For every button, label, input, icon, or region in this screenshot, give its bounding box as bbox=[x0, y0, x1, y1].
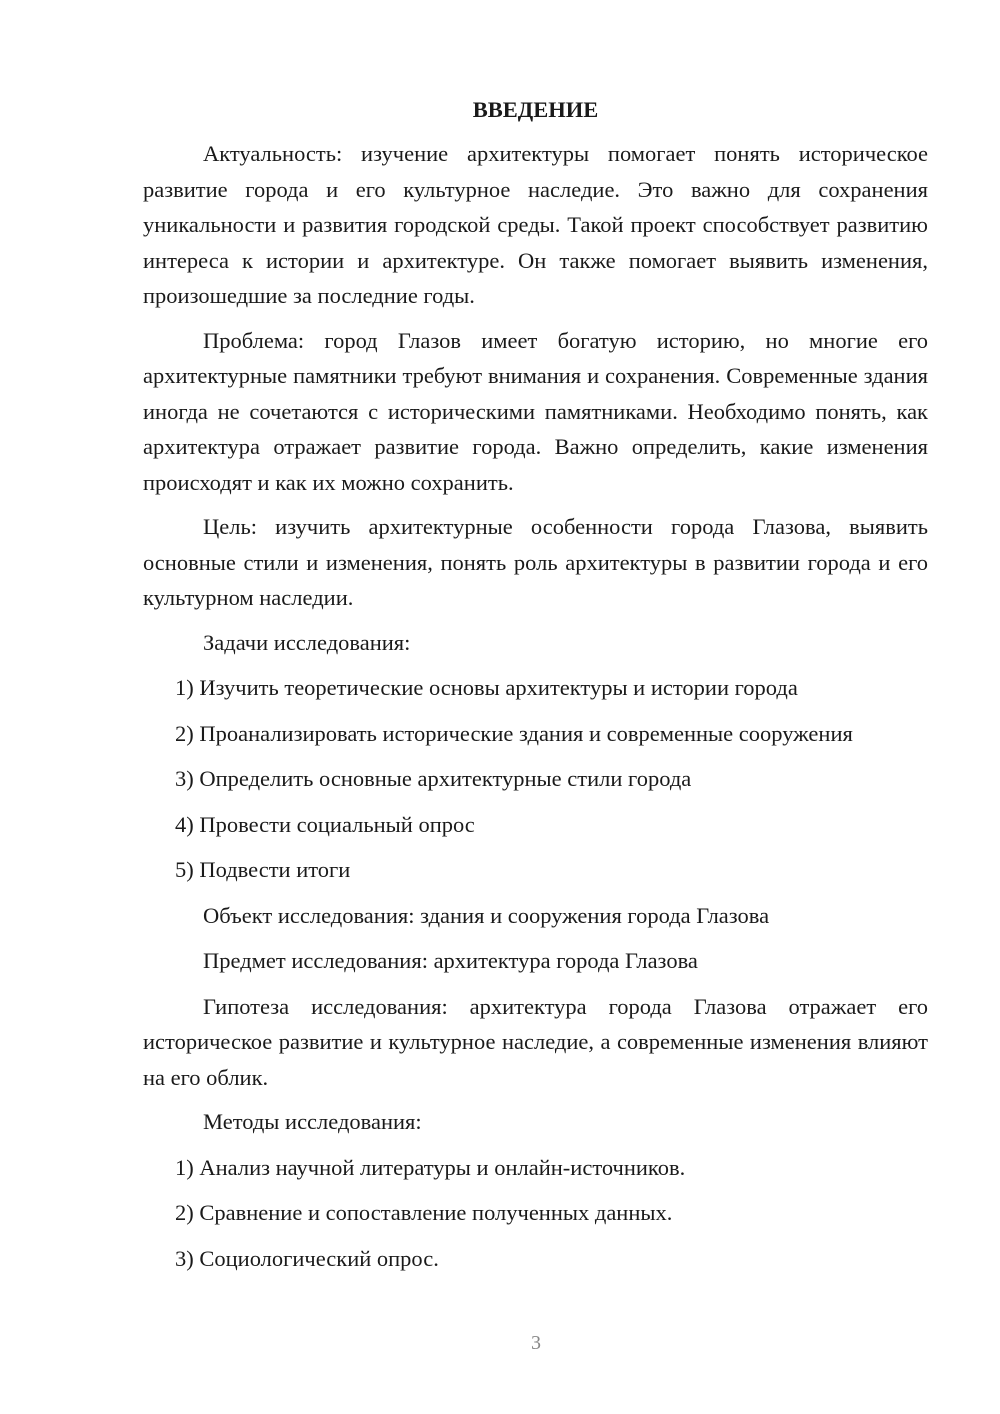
subject-line: Предмет исследования: архитектура города Глазова bbox=[203, 948, 698, 973]
page-number: 3 bbox=[531, 1332, 541, 1354]
page-content bbox=[143, 92, 928, 1286]
methods-list bbox=[143, 1150, 928, 1277]
methods-heading: Методы исследования: bbox=[203, 1109, 422, 1134]
list-item: 2) Сравнение и сопоставление полученных данных. bbox=[175, 1200, 673, 1225]
problem-paragraph: Проблема: город Глазов имеет богатую историю, но многие его архитектурные памятники требуют внимания и сохранения. Современные здания иногда не сочетаются с историческими памятниками. Необходимо понять, как архитектура отражает развитие города. Важно определить, какие изменения происходят и как их можно сохранить. bbox=[143, 327, 928, 495]
list-item: 1) Анализ научной литературы и онлайн-источников. bbox=[175, 1154, 686, 1180]
list-item: 3) Определить основные архитектурные стили города bbox=[175, 766, 692, 791]
list-item: 1) Изучить теоретические основы архитектуры и истории города bbox=[175, 675, 798, 700]
goal-paragraph: Цель: изучить архитектурные особенности города Глазова, выявить основные стили и изменения, понять роль архитектуры в развитии города и его культурном наследии. bbox=[143, 514, 928, 610]
list-item: 5) Подвести итоги bbox=[175, 857, 351, 882]
tasks-list bbox=[143, 670, 928, 888]
object-line: Объект исследования: здания и сооружения города Глазова bbox=[203, 902, 770, 928]
list-item: 3) Социологический опрос. bbox=[175, 1245, 439, 1271]
relevance-paragraph: Актуальность: изучение архитектуры помогает понять историческое развитие города и его культурное наследие. Это важно для сохранения уникальности и развития городской среды. Такой проект способствует развитию интереса к истории и архитектуре. Он также помогает выявить изменения, произошедшие за последние годы. bbox=[143, 141, 928, 308]
hypothesis-paragraph: Гипотеза исследования: архитектура города Глазова отражает его историческое развитие и культурное наследие, а современные изменения влияют на его облик. bbox=[143, 993, 928, 1090]
list-item: 4) Провести социальный опрос bbox=[175, 811, 475, 837]
tasks-heading: Задачи исследования: bbox=[203, 629, 411, 655]
section-heading: ВВЕДЕНИЕ bbox=[472, 97, 599, 122]
list-item: 2) Проанализировать исторические здания и современные сооружения bbox=[175, 720, 853, 746]
